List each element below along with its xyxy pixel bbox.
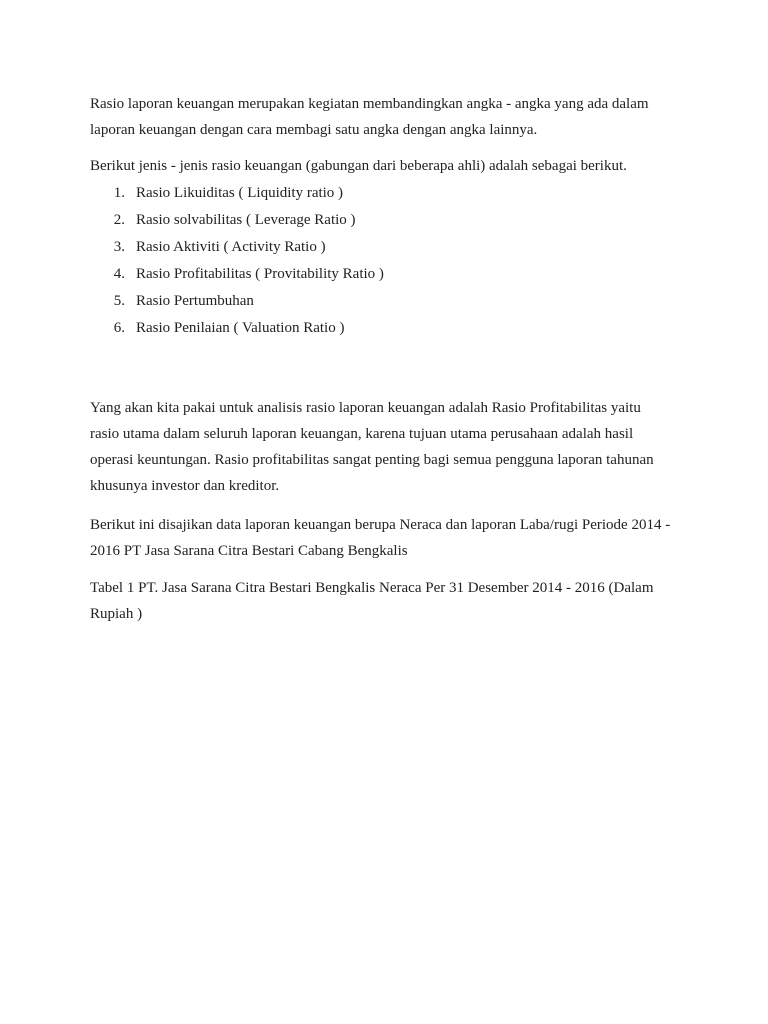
table-caption-line-2: Rupiah )	[90, 606, 143, 622]
intro-paragraph	[90, 91, 700, 143]
data-intro-paragraph-line-2: 2016 PT Jasa Sarana Citra Bestari Cabang Bengkalis	[90, 543, 408, 559]
list-item-text: Rasio solvabilitas ( Leverage Ratio )	[136, 212, 356, 228]
list-item-text: Rasio Aktiviti ( Activity Ratio )	[136, 239, 326, 255]
list-item-text: Rasio Profitabilitas ( Provitability Ratio )	[136, 266, 384, 282]
data-intro-paragraph	[90, 512, 700, 564]
list-item-text: Rasio Penilaian ( Valuation Ratio )	[136, 320, 345, 336]
profitability-paragraph-line-4: khusunya investor dan kreditor.	[90, 478, 280, 494]
list-item-number: 1.	[113, 185, 125, 201]
intro-paragraph-line-2: laporan keuangan dengan cara membagi satu angka dengan angka lainnya.	[90, 122, 538, 138]
intro-paragraph-line-1: Rasio laporan keuangan merupakan kegiatan membandingkan angka - angka yang ada dalam	[90, 96, 649, 112]
list-item-number: 3.	[113, 239, 125, 255]
profitability-paragraph-line-1: Yang akan kita pakai untuk analisis rasio laporan keuangan adalah Rasio Profitabilitas yaitu	[90, 400, 641, 416]
list-item-text: Rasio Likuiditas ( Liquidity ratio )	[136, 185, 344, 201]
profitability-paragraph-line-2: rasio utama dalam seluruh laporan keuangan, karena tujuan utama perusahaan adalah hasil	[90, 426, 634, 442]
data-intro-paragraph-line-1: Berikut ini disajikan data laporan keuangan berupa Neraca dan laporan Laba/rugi Periode 2014 -	[90, 517, 671, 533]
ratio-types-intro-line-1: Berikut jenis - jenis rasio keuangan (gabungan dari beberapa ahli) adalah sebagai berikut.	[90, 158, 627, 174]
table-caption-line-1: Tabel 1 PT. Jasa Sarana Citra Bestari Bengkalis Neraca Per 31 Desember 2014 - 2016 (Dalam	[90, 580, 654, 596]
ratio-types-intro	[90, 153, 700, 179]
list-item-number: 6.	[113, 320, 125, 336]
list-item-number: 2.	[113, 212, 125, 228]
profitability-paragraph-line-3: operasi keuntungan. Rasio profitabilitas sangat penting bagi semua pengguna laporan tahunan	[90, 452, 654, 468]
list-item-number: 5.	[113, 293, 125, 309]
list-item-number: 4.	[113, 266, 125, 282]
profitability-paragraph	[90, 395, 700, 499]
list-item-text: Rasio Pertumbuhan	[136, 293, 254, 309]
table-caption	[90, 575, 700, 627]
